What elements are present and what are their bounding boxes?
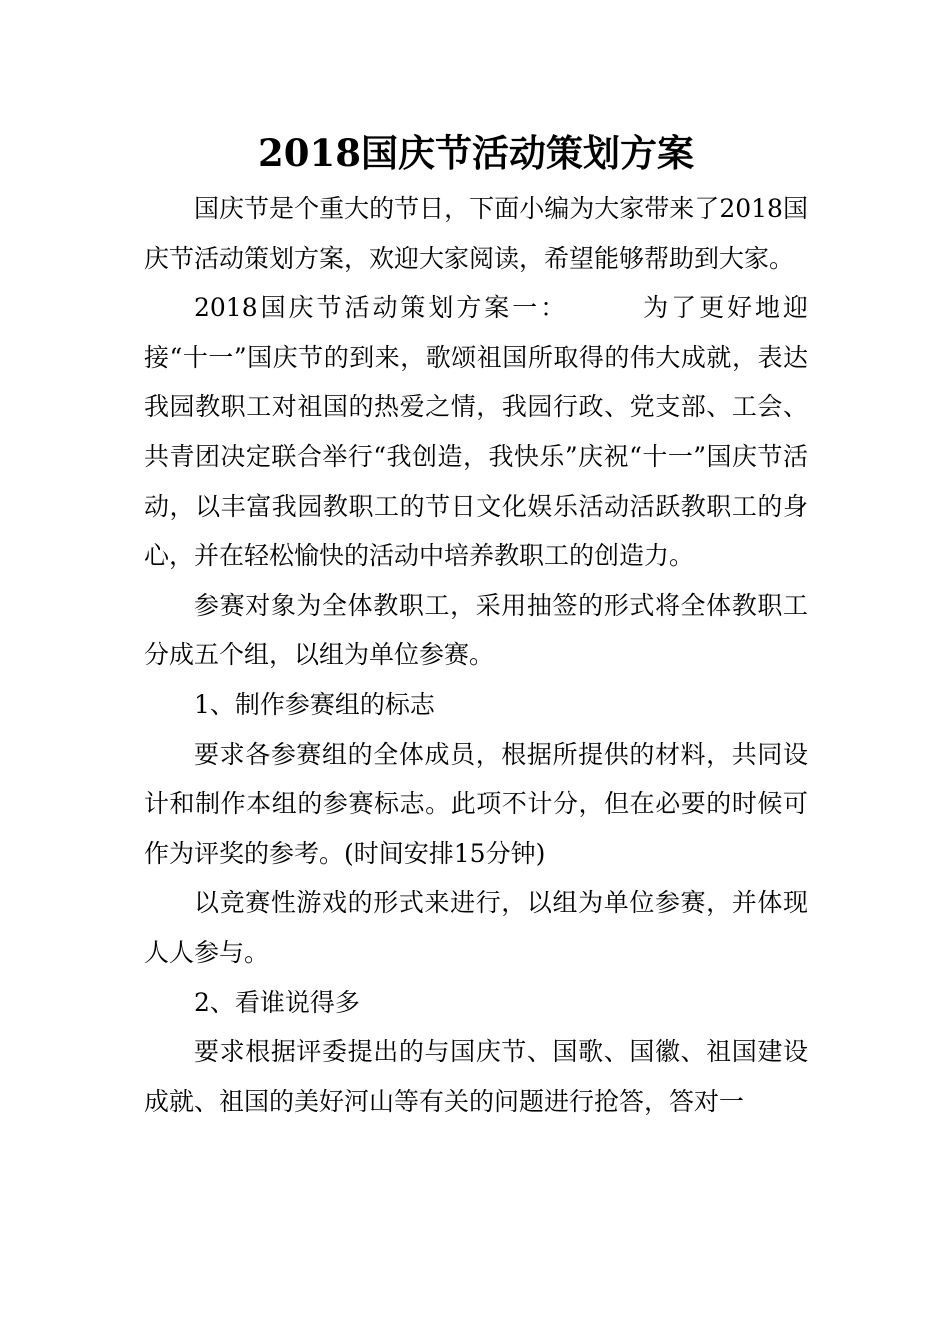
section-2-paragraph: 要求根据评委提出的与国庆节、国歌、国徽、祖国建设成就、祖国的美好河山等有关的问题进行抢答，答对一 xyxy=(144,1037,808,1116)
section-1-heading: 1、制作参赛组的标志 xyxy=(194,689,435,719)
section-2-heading: 2、看谁说得多 xyxy=(194,987,360,1017)
participants-paragraph: 参赛对象为全体教职工，采用抽签的形式将全体教职工分成五个组，以组为单位参赛。 xyxy=(144,590,808,670)
plan-one-paragraph xyxy=(144,283,808,581)
document-body xyxy=(144,128,808,1126)
plan-one-heading: 2018国庆节活动策划方案一： xyxy=(194,293,569,323)
document-title: 2018国庆节活动策划方案 xyxy=(258,131,694,175)
format-paragraph: 以竞赛性游戏的形式来进行，以组为单位参赛，并体现人人参与。 xyxy=(144,888,808,967)
plan-one-body: 为了更好地迎接“十一”国庆节的到来，歌颂祖国所取得的伟大成就，表达我园教职工对祖国的热爱之情，我园行政、党支部、工会、共青团决定联合举行“我创造，我快乐”庆祝“十一”国庆节活动，以丰富我园教职工的节日文化娱乐活动活跃教职工的身心，并在轻松愉快的活动中培养教职工的创造力。 xyxy=(144,293,808,571)
intro-paragraph: 国庆节是个重大的节日，下面小编为大家带来了2018国庆节活动策划方案，欢迎大家阅读，希望能够帮助到大家。 xyxy=(144,194,808,273)
section-1-paragraph: 要求各参赛组的全体成员，根据所提供的材料，共同设计和制作本组的参赛标志。此项不计分，但在必要的时候可作为评奖的参考。(时间安排15分钟) xyxy=(144,739,808,868)
